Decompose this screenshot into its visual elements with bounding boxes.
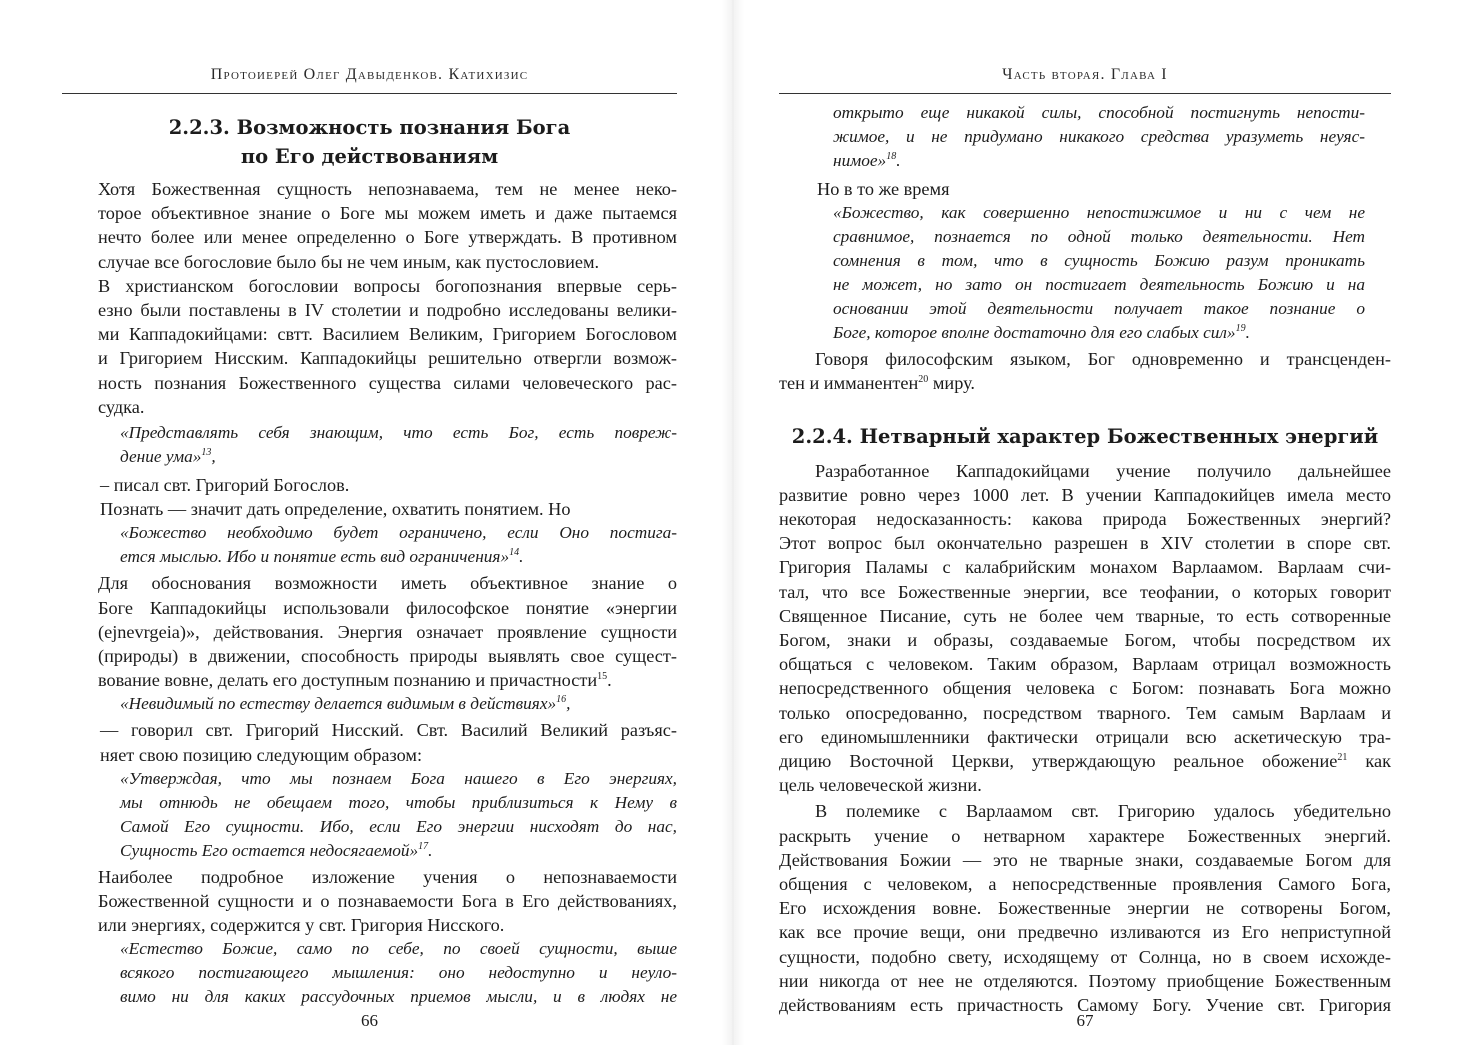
paragraph bbox=[817, 177, 1391, 201]
text-line: езно были поставлены в IV столетии и подробно исследованы велики- bbox=[98, 300, 677, 321]
quote-line: «Естество Божие, само по себе, по своей сущности, выше bbox=[120, 939, 677, 959]
quotation bbox=[120, 937, 677, 1009]
text-line: Для обоснования возможности иметь объективное знание о bbox=[98, 573, 677, 594]
quote-line: Боге, которое вполне достаточно для его слабых сил»$^{19}$. bbox=[833, 323, 1250, 343]
text-line: тен и имманентен$^{20}$ миру. bbox=[779, 373, 975, 394]
text-line: Познать — значит дать определение, охватить понятием. Но bbox=[100, 499, 571, 520]
right-header-rule bbox=[779, 93, 1391, 94]
text-line: нии никогда от нее не отделяются. Поэтому приобщение Божественным bbox=[779, 970, 1391, 991]
text-line: Разработанное Каппадокийцами учение получило дальнейшее bbox=[815, 460, 1391, 481]
text-line: торое объективное знание о Боге мы можем иметь и даже пытаемся bbox=[98, 203, 677, 224]
footnote-ref: 20 bbox=[918, 374, 929, 386]
paragraph bbox=[779, 459, 1391, 798]
quotation bbox=[120, 692, 677, 716]
text-line: – писал свт. Григорий Богослов. bbox=[100, 475, 350, 496]
right-page-body bbox=[779, 101, 1391, 1017]
right-page-number: 67 bbox=[1076, 1011, 1094, 1030]
text-line: Священное Писание, суть не более чем тварные, то есть сотворенные bbox=[779, 605, 1391, 626]
text-line: няет свою позицию следующим образом: bbox=[100, 744, 423, 765]
text-line: цель человеческой жизни. bbox=[779, 775, 982, 796]
quote-line: сравнимое, познается по одной только деятельности. Нет bbox=[833, 227, 1365, 247]
section-heading-2-2-4: 2.2.4. Нетварный характер Божественных энергий bbox=[791, 424, 1379, 448]
text-line: только опосредованно, посредством тварного. Тем самым Варлаам и bbox=[779, 702, 1391, 723]
paragraph bbox=[779, 347, 1391, 395]
quote-line: «Божество, как совершенно непостижимое и ни с чем не bbox=[833, 203, 1365, 223]
quote-line: «Невидимый по естеству делается видимым в действиях»$^{16}$, bbox=[120, 694, 571, 714]
text-line: (природы) в движении, способность природы выявлять свое сущест- bbox=[98, 646, 677, 667]
quote-line: Самой Его сущности. Ибо, если Его энергии нисходят до нас, bbox=[120, 816, 677, 836]
text-line: Говоря философским языком, Бог одновременно и трансценден- bbox=[815, 349, 1391, 370]
text-line: нечто более или менее определенно о Боге утверждать. В противном bbox=[98, 227, 677, 248]
text-line: тал, что все Божественные энергии, все теофании, о которых говорит bbox=[779, 581, 1391, 602]
quote-line: сомнения в том, что в сущность Божию разум проникать bbox=[833, 251, 1365, 271]
text-line: Его исхождения вовне. Божественные энергии не сотворены Богом, bbox=[779, 898, 1391, 919]
paragraph bbox=[62, 274, 677, 419]
quotation bbox=[120, 521, 677, 569]
quote-line: открыто еще никакой силы, способной постигнуть непости- bbox=[833, 103, 1365, 122]
text-line: общения с человеком, а непосредственные проявления Самого Бога, bbox=[779, 874, 1391, 895]
footnote-ref: 13 bbox=[201, 447, 212, 459]
text-line: раскрыть учение о нетварном характере Божественных энергий. bbox=[779, 825, 1391, 846]
right-running-head: Часть вторая. Глава I bbox=[1002, 66, 1168, 83]
footnote-ref: 17 bbox=[418, 840, 429, 852]
paragraph bbox=[62, 865, 677, 938]
text-line: дицию Восточной Церкви, утверждающую реальное обожение$^{21}$ как bbox=[779, 751, 1392, 772]
text-line: В полемике с Варлаамом свт. Григорию удалось убедительно bbox=[815, 801, 1391, 822]
paragraph bbox=[100, 473, 677, 521]
text-line: и Григорием Нисским. Каппадокийцы решительно отвергли возмож- bbox=[98, 348, 677, 369]
paragraph bbox=[62, 571, 677, 692]
text-line: В христианском богословии вопросы богопознания впервые серь- bbox=[98, 275, 677, 296]
quote-line: всякого постигающего мышления: оно недоступно и неуло- bbox=[120, 963, 677, 983]
text-line: вование вовне, делать его доступным познанию и причастности$^{15}$. bbox=[98, 670, 612, 691]
quote-line: «Утверждая, что мы познаем Бога нашего в Его энергиях, bbox=[120, 768, 677, 788]
book-gutter bbox=[722, 0, 744, 1045]
text-line: Божественной сущности и о познаваемости Бога в Его действованиях, bbox=[98, 891, 677, 912]
text-line: некоторая недосказанность: какова природа Божественных энергий? bbox=[779, 509, 1391, 530]
text-line: его единомышленники фактически отрицали всю аскетическую тра- bbox=[779, 726, 1391, 747]
left-page-number: 66 bbox=[361, 1011, 378, 1030]
footnote-ref: 21 bbox=[1337, 752, 1348, 764]
text-line: развитие ровно через 1000 лет. В учении Каппадокийцев имела место bbox=[779, 484, 1391, 505]
text-line: Боге Каппадокийцы использовали философское понятие «энергии bbox=[98, 597, 677, 618]
text-line: (ejnevrgeia)», действования. Энергия означает проявление сущности bbox=[98, 621, 677, 642]
text-line: ность познания Божественного существа силами человеческого рас- bbox=[98, 372, 677, 393]
text-line: сущности, подобно свету, исходящему от Солнца, но в своем исхожде- bbox=[779, 946, 1391, 967]
text-line: Этот вопрос был окончательно разрешен в XIV столетии в споре свт. bbox=[779, 533, 1391, 554]
text-line: Действования Божии — это не тварные знаки, создаваемые Богом для bbox=[779, 849, 1391, 870]
footnote-ref: 15 bbox=[597, 671, 608, 683]
quotation bbox=[833, 101, 1365, 173]
text-line: судка. bbox=[98, 396, 145, 417]
left-running-head: Протоиерей Олег Давыденков. Катихизис bbox=[210, 66, 529, 83]
quote-line: не может, но зато он постигает деятельность Божию и на bbox=[833, 275, 1365, 295]
text-line: или энергиях, содержится у свт. Григория Нисского. bbox=[98, 915, 505, 936]
text-line: — говорил свт. Григорий Нисский. Свт. Василий Великий разъяс- bbox=[100, 720, 677, 741]
quote-line: «Божество необходимо будет ограничено, если Оно постига- bbox=[120, 523, 677, 543]
paragraph bbox=[779, 799, 1391, 1017]
text-line: случае все богословие было бы не чем иным, как пустословием. bbox=[98, 251, 600, 272]
heading-line-1: 2.2.3. Возможность познания Бога bbox=[168, 116, 571, 139]
paragraph bbox=[100, 718, 677, 766]
left-page bbox=[62, 0, 677, 1045]
text-line: как все прочие вещи, они предвечно изливаются из Его неприступной bbox=[779, 922, 1391, 943]
quote-line: основании этой деятельности получает такое познание о bbox=[833, 299, 1365, 319]
quote-line: мы отнюдь не обещаем того, чтобы приблизиться к Нему в bbox=[120, 792, 677, 812]
quote-line: вимо ни для каких рассудочных приемов мысли, и в людях не bbox=[120, 987, 677, 1007]
quote-line: нимое»$^{18}$. bbox=[833, 151, 901, 170]
left-page-body bbox=[62, 113, 677, 1011]
text-line: Григория Паламы с калабрийским монахом Варлаамом. Варлаам счи- bbox=[779, 557, 1391, 578]
paragraph bbox=[62, 177, 677, 274]
text-line: ми Каппадокийцами: свтт. Василием Великим, Григорием Богословом bbox=[98, 324, 677, 345]
quote-line: ется мыслью. Ибо и понятие есть вид ограничения»$^{14}$. bbox=[120, 547, 524, 567]
quotation bbox=[120, 767, 677, 863]
quote-line: жимое, и не придумано никакого средства уразуметь неуяс- bbox=[833, 127, 1365, 146]
footnote-ref: 18 bbox=[886, 151, 897, 162]
text-line: общаться с человеком. Таким образом, Варлаам отрицал возможность bbox=[779, 654, 1391, 675]
text-line: Но в то же время bbox=[817, 179, 950, 199]
footnote-ref: 14 bbox=[509, 547, 520, 559]
footnote-ref: 16 bbox=[556, 694, 567, 706]
text-line: Богом, знаки и образы, создаваемые Богом, чтобы посредством их bbox=[779, 630, 1391, 651]
footnote-ref: 19 bbox=[1235, 323, 1246, 335]
text-line: действованиям есть причастность Самому Богу. Учение свт. Григория bbox=[779, 995, 1391, 1016]
quote-line: дение ума»$^{13}$, bbox=[120, 447, 216, 467]
left-header-rule bbox=[62, 93, 677, 94]
right-page bbox=[779, 0, 1391, 1045]
quote-line: «Представлять себя знающим, что есть Бог, есть повреж- bbox=[120, 423, 677, 443]
text-line: непосредственного общения человека с Богом: познавать Бога можно bbox=[779, 678, 1391, 699]
text-line: Хотя Божественная сущность непознаваема, тем не менее неко- bbox=[98, 179, 677, 199]
text-line: Наиболее подробное изложение учения о непознаваемости bbox=[98, 866, 677, 887]
quote-line: Сущность Его остается недосягаемой»$^{17}$. bbox=[120, 840, 433, 860]
heading-line-2: по Его действованиям bbox=[240, 145, 499, 168]
quotation bbox=[833, 201, 1365, 345]
section-heading-2-2-3 bbox=[62, 113, 677, 171]
quotation bbox=[120, 421, 677, 469]
